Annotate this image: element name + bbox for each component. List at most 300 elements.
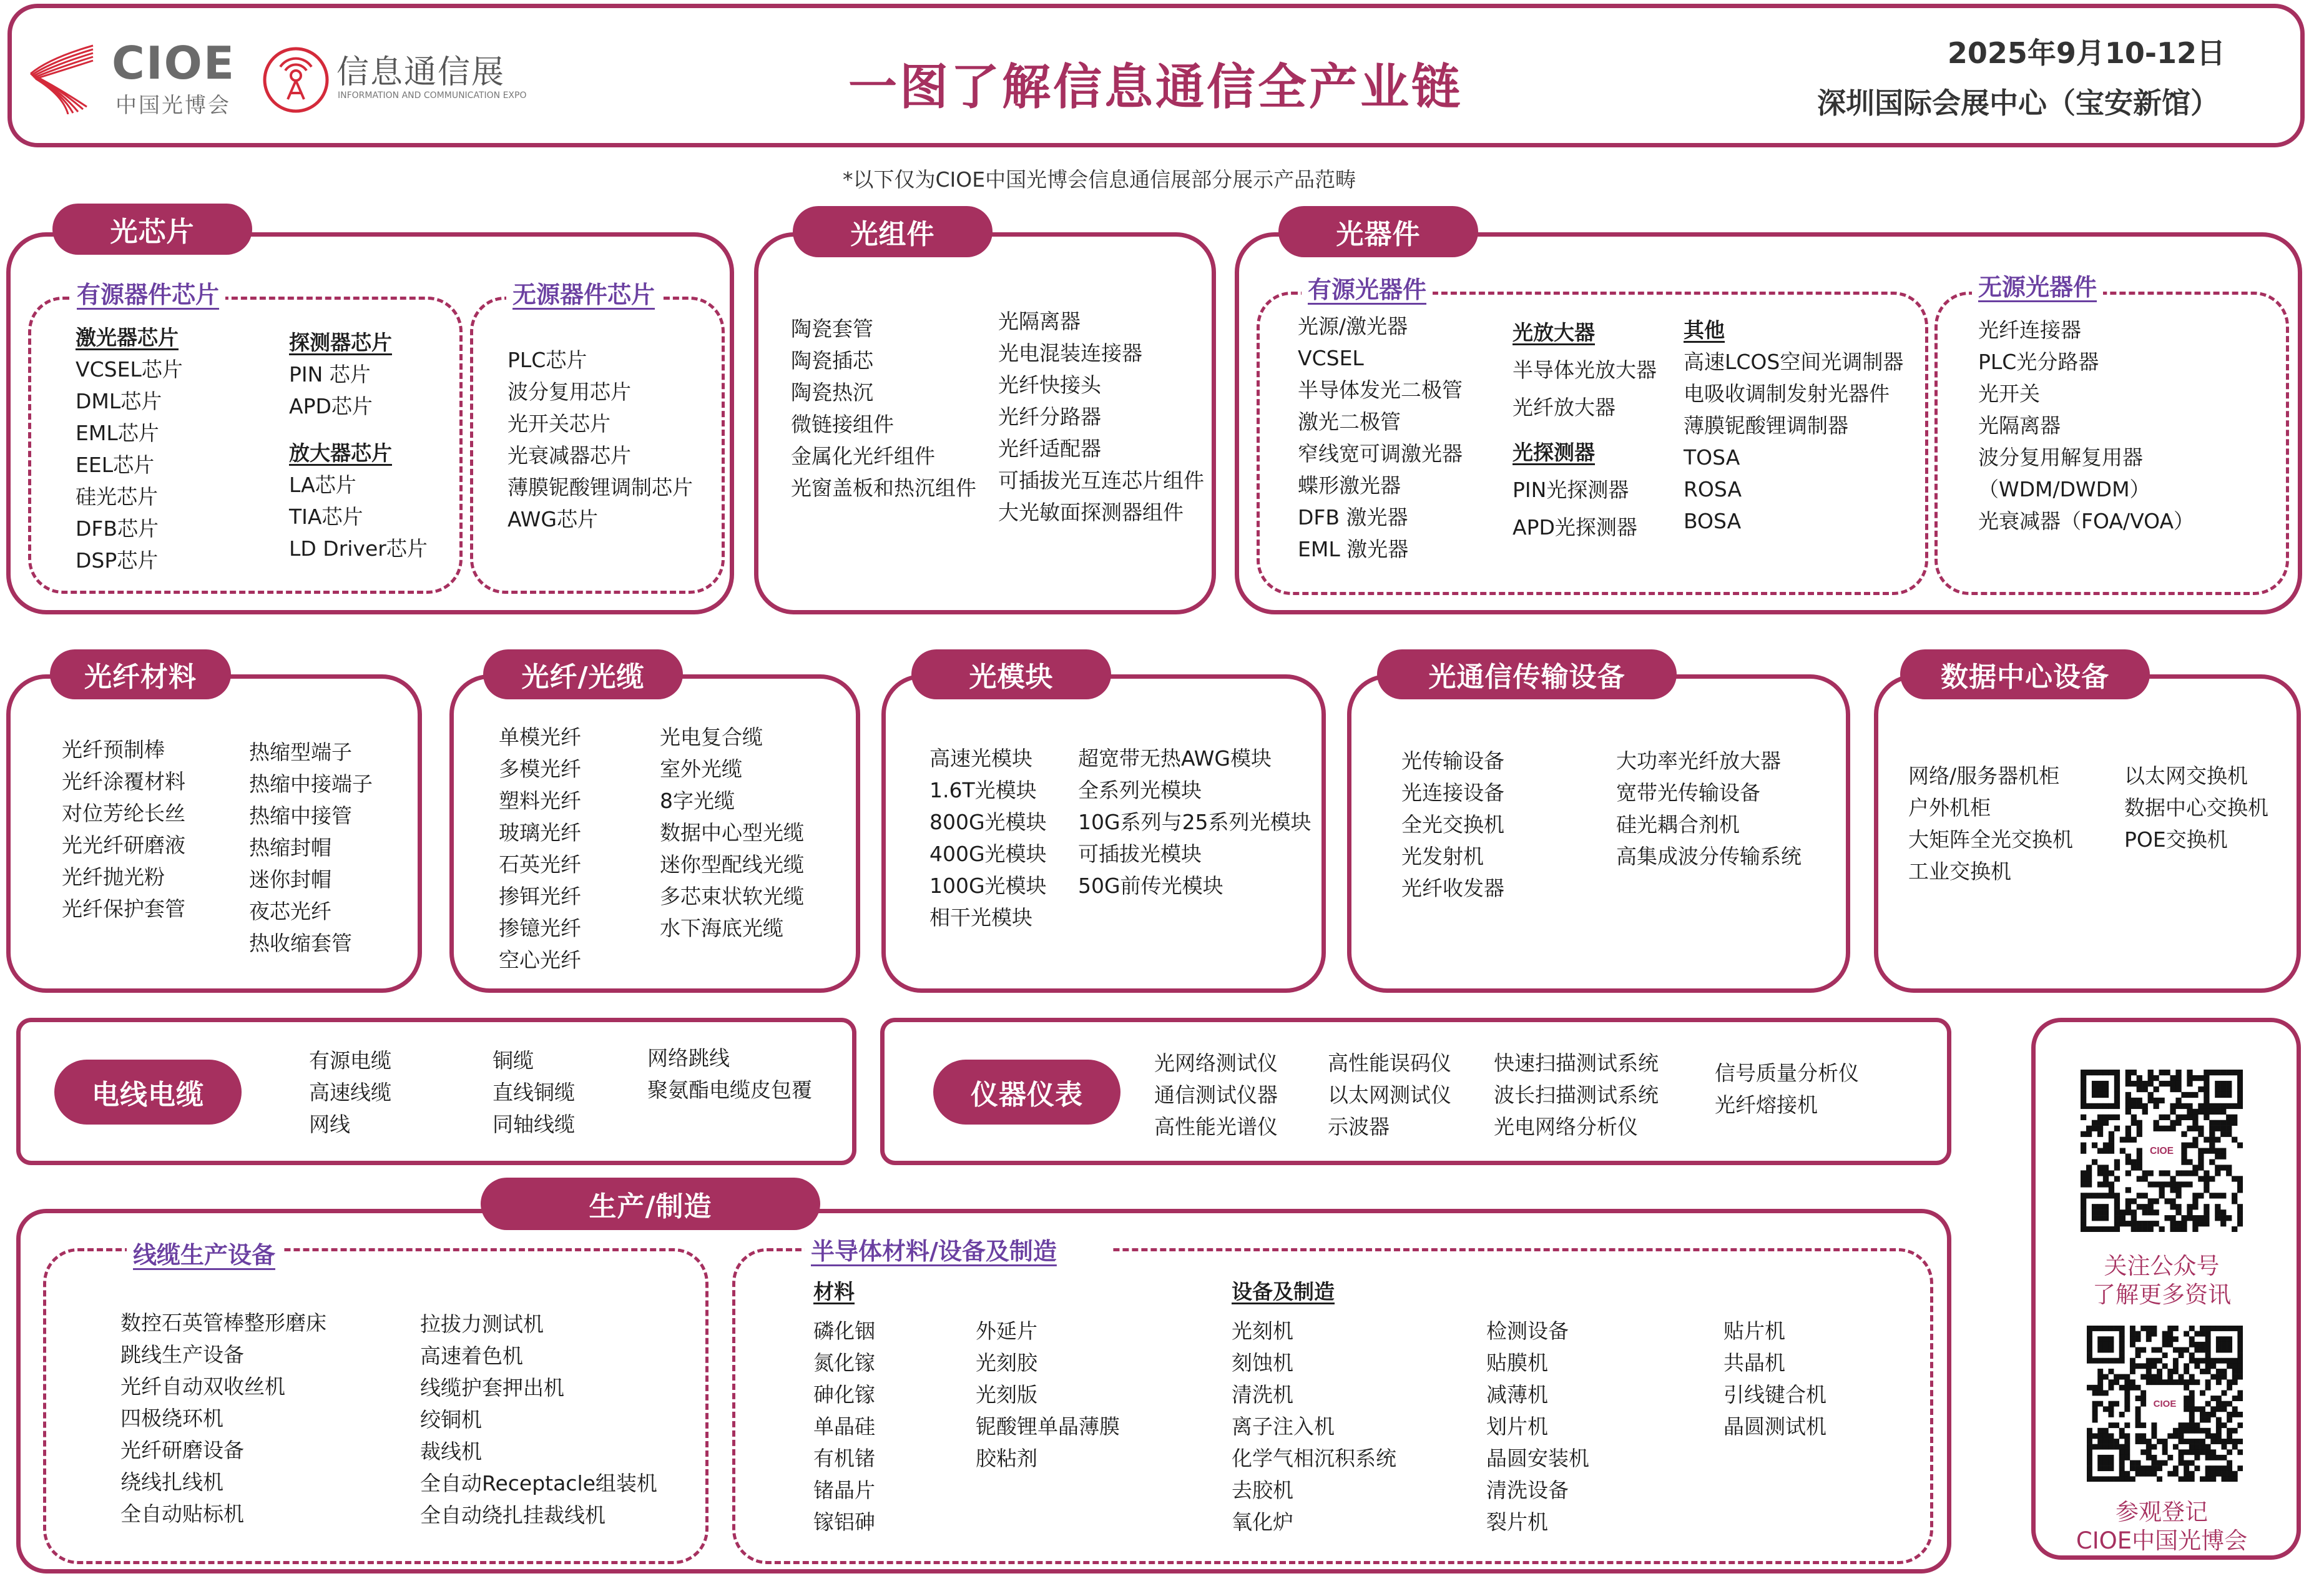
list-item: 数据中心型光缆 — [660, 820, 804, 845]
section-title-fiber-cable: 光纤/光缆 — [483, 649, 683, 699]
qr-module — [2108, 1406, 2114, 1412]
qr-module — [2135, 1363, 2141, 1369]
qr-module — [2103, 1444, 2109, 1450]
qr-module — [2146, 1331, 2152, 1337]
list-item: 化学气相沉积系统 — [1232, 1446, 1396, 1470]
list-item: 工业交换机 — [1908, 859, 2011, 884]
qr-module — [2103, 1170, 2109, 1176]
qr-module — [2148, 1226, 2154, 1232]
qr-module — [2148, 1092, 2154, 1098]
cioe-logo[interactable] — [24, 33, 237, 127]
qr-module — [2125, 1170, 2131, 1176]
qr-module — [2157, 1374, 2162, 1380]
list-item: 多模光纤 — [499, 757, 581, 781]
qr-module — [2125, 1098, 2131, 1103]
qr-module — [2237, 1075, 2243, 1081]
qr-module — [2157, 1439, 2162, 1444]
qr-module — [2226, 1170, 2232, 1176]
qr-module — [2194, 1465, 2200, 1471]
qr-module — [2189, 1396, 2195, 1401]
qr-center-mark: CIOE — [2149, 1146, 2174, 1156]
qr-module — [2142, 1204, 2148, 1209]
qr-module — [2137, 1081, 2142, 1086]
qr-module — [2179, 1347, 2184, 1352]
qr-module — [2222, 1369, 2227, 1374]
qr-module — [2198, 1221, 2204, 1226]
qr-module — [2114, 1326, 2119, 1331]
qr-module — [2204, 1092, 2209, 1098]
qr-module — [2097, 1428, 2103, 1434]
qr-module — [2189, 1449, 2195, 1455]
qr-module — [2198, 1103, 2204, 1109]
materials-heading: 材料 — [813, 1279, 855, 1304]
qr-module — [2125, 1131, 2131, 1137]
qr-module — [2237, 1098, 2243, 1103]
qr-module — [2086, 1181, 2092, 1187]
qr-module — [2216, 1439, 2222, 1444]
qr-module — [2135, 1422, 2141, 1428]
qr-module — [2200, 1369, 2205, 1374]
qr-module — [2215, 1148, 2220, 1154]
list-item: 高速着色机 — [420, 1344, 523, 1368]
list-item: 全自动Receptacle组装机 — [420, 1471, 657, 1495]
list-item: 光刻版 — [976, 1382, 1037, 1407]
qr-module — [2204, 1215, 2209, 1221]
qr-module — [2151, 1374, 2157, 1380]
qr-module — [2125, 1209, 2131, 1215]
qr-module — [2140, 1374, 2146, 1380]
qr-module — [2103, 1143, 2109, 1148]
list-item: 硅光芯片 — [76, 485, 158, 509]
qr-module — [2209, 1143, 2215, 1148]
qr-module — [2120, 1215, 2125, 1221]
list-item: 铜缆 — [493, 1048, 534, 1073]
qr-module — [2151, 1422, 2157, 1428]
qr-module — [2151, 1455, 2157, 1460]
qr-module — [2097, 1209, 2103, 1215]
qr-module — [2103, 1176, 2109, 1181]
list-item: 以太网测试仪 — [1328, 1083, 1451, 1107]
qr-module — [2130, 1465, 2135, 1471]
qr-module — [2205, 1401, 2211, 1407]
qr-module — [2130, 1336, 2135, 1342]
qr-module — [2140, 1422, 2146, 1428]
list-item: 光纤收发器 — [1401, 876, 1504, 900]
qr-module — [2210, 1396, 2216, 1401]
list-item: 8字光缆 — [660, 789, 735, 813]
qr-module — [2189, 1352, 2195, 1358]
qr-module — [2216, 1369, 2222, 1374]
event-date: 2025年9月10-12日 — [1947, 36, 2225, 70]
components-list-2 — [998, 305, 1204, 528]
qr-module — [2135, 1471, 2141, 1477]
qr-module — [2232, 1103, 2237, 1109]
qr-module — [2210, 1406, 2216, 1412]
qr-module — [2216, 1428, 2222, 1434]
qr-module — [2184, 1379, 2189, 1385]
qr-module — [2162, 1444, 2168, 1450]
qr-module — [2108, 1465, 2114, 1471]
list-item: 光纤涂覆材料 — [62, 769, 185, 794]
qr-module — [2157, 1358, 2162, 1364]
list-item: 50G前传光模块 — [1078, 874, 1223, 898]
qr-module — [2157, 1460, 2162, 1466]
qr-module — [2151, 1471, 2157, 1477]
qr-module — [2210, 1363, 2216, 1369]
qr-module — [2187, 1143, 2192, 1148]
qr-module — [2215, 1103, 2220, 1109]
qr-module — [2081, 1131, 2086, 1137]
qr-module — [2227, 1460, 2232, 1466]
qr-module — [2162, 1352, 2168, 1358]
qr-module — [2103, 1476, 2109, 1482]
qr-module — [2164, 1215, 2170, 1221]
cioe-swoosh-icon — [24, 33, 99, 114]
qr-module — [2237, 1215, 2243, 1221]
qr-module — [2114, 1115, 2120, 1120]
qr-module — [2216, 1358, 2222, 1364]
section-title-optical-devices: 光器件 — [1278, 206, 1478, 257]
qr-module — [2227, 1342, 2232, 1347]
qr-module — [2087, 1342, 2092, 1347]
cable-equipment-list-2 — [420, 1308, 657, 1531]
qr-module — [2081, 1176, 2086, 1181]
qr-module — [2135, 1439, 2141, 1444]
qr-module — [2140, 1439, 2146, 1444]
list-item: PIN 芯片 — [289, 362, 371, 387]
list-item: 光源/激光器 — [1298, 314, 1408, 338]
qr-module — [2146, 1449, 2152, 1455]
qr-module — [2205, 1476, 2211, 1482]
qr-module — [2237, 1412, 2243, 1417]
qr-module — [2087, 1347, 2092, 1352]
qr-module — [2140, 1363, 2146, 1369]
qr-module — [2192, 1137, 2198, 1143]
qr-module — [2114, 1126, 2120, 1131]
list-item: APD芯片 — [289, 394, 373, 418]
qr-module — [2081, 1092, 2086, 1098]
qr-module — [2114, 1103, 2120, 1109]
qr-module — [2119, 1476, 2125, 1482]
qr-module — [2103, 1148, 2109, 1154]
qr-module — [2097, 1148, 2103, 1154]
qr-module — [2130, 1385, 2135, 1391]
qr-module — [2232, 1120, 2237, 1126]
qr-module — [2142, 1081, 2148, 1086]
qr-module — [2159, 1070, 2165, 1075]
other-heading: 其他 — [1684, 318, 1725, 342]
instruments-list-4 — [1715, 1057, 1859, 1121]
qr-module — [2184, 1471, 2189, 1477]
qr-module — [2215, 1070, 2220, 1075]
qr-module — [2181, 1221, 2187, 1226]
qr-module — [2140, 1471, 2146, 1477]
qr-module — [2209, 1137, 2215, 1143]
qr-module — [2103, 1347, 2109, 1352]
qr-module — [2167, 1326, 2173, 1331]
qr-module — [2232, 1471, 2238, 1477]
qr-module — [2131, 1103, 2137, 1109]
qr-module — [2119, 1444, 2125, 1450]
qr-module — [2205, 1379, 2211, 1385]
list-item: PLC芯片 — [507, 348, 587, 372]
qr-module — [2125, 1109, 2131, 1115]
qr-module — [2170, 1176, 2175, 1181]
qr-module — [2215, 1109, 2220, 1115]
passive-chip-list — [507, 344, 693, 535]
qr-module — [2237, 1331, 2243, 1337]
instruments-list-2 — [1328, 1047, 1451, 1143]
list-item: 光电网络分析仪 — [1494, 1115, 1638, 1139]
qr-module — [2204, 1081, 2209, 1086]
qr-module — [2216, 1342, 2222, 1347]
qr-module — [2092, 1086, 2097, 1092]
qr-module — [2215, 1209, 2220, 1215]
qr-module — [2179, 1439, 2184, 1444]
qr-module — [2170, 1081, 2175, 1086]
instruments-list-3 — [1494, 1047, 1659, 1143]
list-item: 直线铜缆 — [493, 1080, 575, 1105]
qr-module — [2137, 1204, 2142, 1209]
qr-module — [2179, 1379, 2184, 1385]
list-item: 超宽带无热AWG模块 — [1078, 746, 1272, 771]
qr-module — [2198, 1075, 2204, 1081]
qr-module — [2175, 1193, 2181, 1198]
qr-module — [2119, 1347, 2125, 1352]
qr-module — [2119, 1455, 2125, 1460]
qr-module — [2189, 1406, 2195, 1412]
qr-module — [2226, 1070, 2232, 1075]
qr-module — [2135, 1406, 2141, 1412]
qr-module — [2119, 1412, 2125, 1417]
qr-module — [2220, 1221, 2226, 1226]
qr-module — [2087, 1471, 2092, 1477]
list-item: 光开关 — [1978, 382, 2040, 406]
qr-module — [2103, 1390, 2109, 1396]
qr-module — [2109, 1181, 2114, 1187]
qr-module — [2216, 1336, 2222, 1342]
list-item: 贴片机 — [1723, 1319, 1785, 1343]
qr-module — [2184, 1369, 2189, 1374]
other-device-list — [1684, 314, 1903, 537]
qr-module — [2137, 1176, 2142, 1181]
qr-module — [2097, 1358, 2103, 1364]
qr-module — [2187, 1092, 2192, 1098]
list-item: 有源电缆 — [309, 1048, 391, 1073]
qr-module — [2209, 1126, 2215, 1131]
qr-module — [2114, 1198, 2120, 1204]
qr-module — [2092, 1103, 2097, 1109]
list-item: 光纤抛光粉 — [62, 865, 165, 889]
qr-module — [2226, 1092, 2232, 1098]
qr-module — [2227, 1476, 2232, 1482]
qr-module — [2187, 1109, 2192, 1115]
ice-wordmark: 信息通信展 — [336, 54, 506, 91]
qr-module — [2173, 1347, 2179, 1352]
qr-module — [2124, 1401, 2130, 1407]
qr-module — [2227, 1449, 2232, 1455]
qr-code-wechat[interactable] — [2081, 1070, 2243, 1232]
equipment-heading: 设备及制造 — [1232, 1279, 1335, 1304]
ice-logo[interactable] — [262, 46, 611, 127]
qr-module — [2114, 1422, 2119, 1428]
qr-code-registration[interactable] — [2087, 1326, 2243, 1482]
qr-module — [2103, 1358, 2109, 1364]
list-item: 可插拔光模块 — [1078, 842, 1202, 866]
list-item: 金属化光纤组件 — [791, 444, 935, 468]
qr-module — [2175, 1226, 2181, 1232]
qr-module — [2210, 1412, 2216, 1417]
qr-module — [2200, 1342, 2205, 1347]
qr-module — [2175, 1204, 2181, 1209]
section-transmission — [1347, 674, 1850, 993]
qr-module — [2108, 1358, 2114, 1364]
qr-module — [2097, 1115, 2103, 1120]
list-item: 通信测试仪器 — [1154, 1083, 1278, 1107]
qr-module — [2237, 1352, 2243, 1358]
qr-module — [2226, 1165, 2232, 1170]
qr-module — [2103, 1428, 2109, 1434]
qr-module — [2092, 1406, 2098, 1412]
list-item: 划片机 — [1486, 1414, 1548, 1439]
qr-module — [2164, 1181, 2170, 1187]
list-item: 裁线机 — [420, 1439, 482, 1464]
qr-module — [2119, 1342, 2125, 1347]
qr-module — [2194, 1428, 2200, 1434]
qr-module — [2167, 1336, 2173, 1342]
qr-module — [2170, 1204, 2175, 1209]
qr-module — [2131, 1226, 2137, 1232]
list-item: 硅光耦合剂机 — [1616, 812, 1740, 837]
qr-module — [2164, 1081, 2170, 1086]
qr-module — [2097, 1433, 2103, 1439]
section-title-optical-components: 光组件 — [793, 206, 993, 257]
qr-module — [2204, 1070, 2209, 1075]
qr-module — [2170, 1120, 2175, 1126]
qr-module — [2222, 1455, 2227, 1460]
qr-module — [2192, 1115, 2198, 1120]
qr-module — [2232, 1444, 2238, 1450]
qr-module — [2173, 1444, 2179, 1450]
qr-module — [2092, 1204, 2097, 1209]
page-title: 一图了解信息通信全产业链 — [848, 59, 1463, 116]
qr-module — [2187, 1181, 2192, 1187]
detector-chip-heading: 探测器芯片 — [289, 330, 392, 355]
list-item: 1.6T光模块 — [929, 778, 1037, 802]
qr-module — [2146, 1358, 2152, 1364]
qr-module — [2216, 1455, 2222, 1460]
list-item: 光刻机 — [1232, 1319, 1293, 1343]
qr-module — [2222, 1422, 2227, 1428]
qr-module — [2167, 1455, 2173, 1460]
qr-module — [2232, 1198, 2237, 1204]
qr-module — [2184, 1401, 2189, 1407]
list-item: 激光二极管 — [1298, 410, 1401, 434]
section-fiber-cable — [449, 674, 860, 993]
qr-module — [2086, 1070, 2092, 1075]
qr-module — [2108, 1412, 2114, 1417]
qr-module — [2205, 1347, 2211, 1352]
qr-module — [2189, 1326, 2195, 1331]
list-item: EML芯片 — [76, 421, 159, 445]
list-item: 有机锗 — [813, 1446, 875, 1470]
qr-module — [2097, 1390, 2103, 1396]
qr-module — [2170, 1181, 2175, 1187]
list-item: 高集成波分传输系统 — [1616, 844, 1802, 869]
qr-module — [2125, 1221, 2131, 1226]
qr-module — [2154, 1075, 2159, 1081]
section-instruments — [880, 1018, 1951, 1165]
list-item: 波分复用芯片 — [507, 380, 631, 404]
qr-module — [2170, 1126, 2175, 1131]
qr-module — [2189, 1336, 2195, 1342]
qr-module — [2148, 1181, 2154, 1187]
qr-module — [2204, 1109, 2209, 1115]
qr-module — [2148, 1070, 2154, 1075]
qr-module — [2125, 1137, 2131, 1143]
qr-module — [2087, 1460, 2092, 1466]
qr-module — [2114, 1165, 2120, 1170]
list-item: POE交换机 — [2124, 827, 2228, 852]
qr-module — [2226, 1120, 2232, 1126]
qr-module — [2097, 1226, 2103, 1232]
list-item: 全自动贴标机 — [120, 1502, 244, 1526]
list-item: 光刻胶 — [976, 1351, 1037, 1375]
qr-module — [2081, 1193, 2086, 1198]
qr-module — [2097, 1369, 2103, 1374]
qr-module — [2135, 1412, 2141, 1417]
qr-module — [2154, 1198, 2159, 1204]
section-title-datacenter: 数据中心设备 — [1900, 649, 2150, 699]
qr-module — [2119, 1352, 2125, 1358]
qr-module — [2181, 1181, 2187, 1187]
qr-module — [2232, 1379, 2238, 1385]
qr-module — [2173, 1471, 2179, 1477]
qr-module — [2170, 1086, 2175, 1092]
list-item: 陶瓷热沉 — [791, 380, 873, 405]
qr-module — [2187, 1170, 2192, 1176]
qr-module — [2237, 1369, 2243, 1374]
qr-module — [2226, 1086, 2232, 1092]
list-item: 砷化镓 — [813, 1382, 875, 1407]
qr-module — [2170, 1215, 2175, 1221]
qr-module — [2179, 1460, 2184, 1466]
passive-device-list — [1978, 314, 2194, 537]
qr-module — [2237, 1363, 2243, 1369]
qr-module — [2148, 1098, 2154, 1103]
qr-module — [2159, 1181, 2165, 1187]
qr-module — [2125, 1070, 2131, 1075]
list-item: TIA芯片 — [289, 505, 363, 529]
qr-module — [2173, 1336, 2179, 1342]
qr-module — [2181, 1103, 2187, 1109]
qr-module — [2200, 1326, 2205, 1331]
list-item: 全光交换机 — [1401, 812, 1504, 837]
qr-module — [2189, 1379, 2195, 1385]
qr-module — [2131, 1081, 2137, 1086]
list-item: 掺铒光纤 — [499, 884, 581, 909]
qr-module — [2137, 1103, 2142, 1109]
qr-module — [2131, 1137, 2137, 1143]
qr-module — [2081, 1143, 2086, 1148]
qr-module — [2108, 1401, 2114, 1407]
qr-module — [2210, 1476, 2216, 1482]
qr-module — [2162, 1439, 2168, 1444]
qr-module — [2232, 1193, 2237, 1198]
qr-module — [2120, 1137, 2125, 1143]
qr-module — [2103, 1455, 2109, 1460]
list-item: 宽带光传输设备 — [1616, 781, 1760, 805]
